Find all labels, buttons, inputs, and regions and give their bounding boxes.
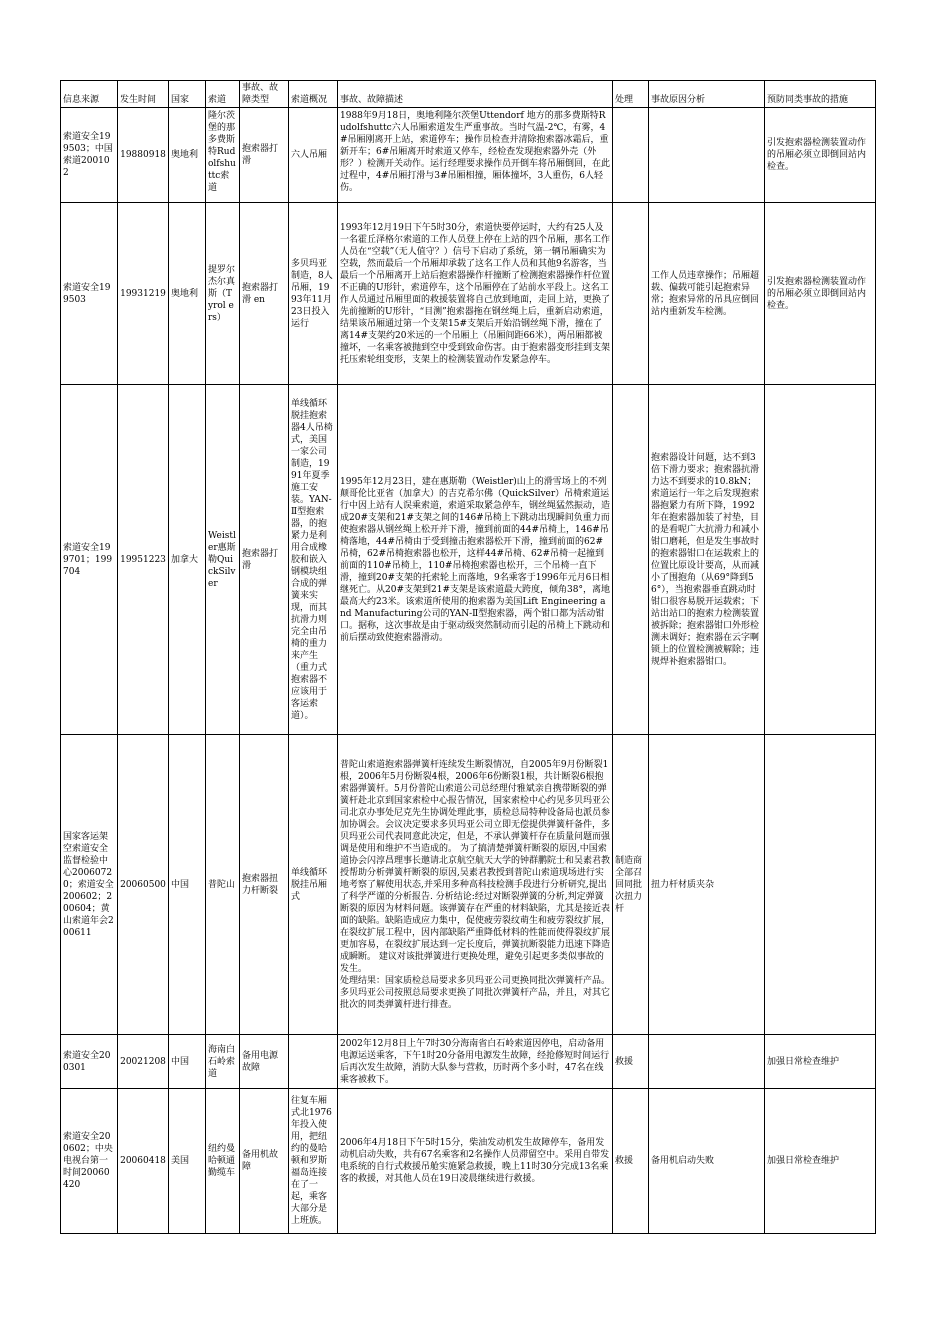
header-country: 国家 [169,81,206,108]
cell-source: 索道安全200602；中央电视台第一时间20060420 [61,1089,118,1234]
table-row [61,1035,876,1089]
header-prevention: 预防同类事故的措施 [765,81,876,108]
cell-country: 奥地利 [169,203,206,385]
cell-source: 国家客运架空索道安全监督检验中心20060720；索道安全200602；200604；黄山索道年会200611 [61,735,118,1035]
cell-handling [613,203,649,385]
cell-source: 索道安全199503；中国索道200102 [61,108,118,203]
cell-overview: 多贝玛亚制造，8人吊厢，1993年11月23日投入运行 [289,203,338,385]
cell-country: 加拿大 [169,385,206,735]
cell-source: 索道安全199701；199704 [61,385,118,735]
header-handling: 处理 [613,81,649,108]
cell-handling [613,385,649,735]
cell-type: 抱索器打滑 [240,108,289,203]
cell-ropeway: Weistler惠斯勒QuickSilver [206,385,240,735]
table-row [61,1089,876,1234]
cell-ropeway: 普陀山 [206,735,240,1035]
header-overview: 索道概况 [289,81,338,108]
cell-ropeway: 提罗尔杰尔真斯（Tyrol ers） [206,203,240,385]
cell-handling [613,108,649,203]
cell-country: 美国 [169,1089,206,1234]
cell-overview [289,1035,338,1089]
cell-ropeway [206,108,240,203]
cell-date: 19880918 [118,108,169,203]
cell-handling: 救援 [613,1089,649,1234]
cell-cause: 扭力杆材质夹杂 [649,735,765,1035]
cell-handling: 救援 [613,1035,649,1089]
header-date: 发生时间 [118,81,169,108]
cell-description: 1993年12月19日下午5时30分，索道快要停运时，大约有25人及一名霍丘泽格尔索道的工作人员登上停在上站的四个吊厢，那名工作人员在“空载”（无人值守？）信号下启动了系统，第一辆吊厢确实为空载，然而最后一个吊厢却承载了这名工作人员和其他9名游客，当最后一个吊厢离开上站后抱索器操作杆撞断了检测抱索器操作杆位置不正确的U形针，索道停车，这个吊厢停在了站前水平段上。这名工作人员通过吊厢里面的救援装置将自己放到地面，走回上站，更换了先前撞断的U形针，“目测”抱索器拖在钢丝绳上后，重新启动索道，结果该吊厢通过第一个支架15#支架后开始沿钢丝绳下滑，撞在了离14#支架约20米远的一个吊厢上（吊厢间距66米），两吊厢都被撞坏，一名乘客被抛到空中受到致命伤害。由于抱索器变形挂到支架托压索轮组变形，支架上的检测装置动作发紧急停车。 [338,203,613,385]
cell-cause [649,1035,765,1089]
header-source: 信息来源 [61,81,118,108]
table-row [61,108,876,203]
cell-prevention: 引发抱索器检测装置动作的吊厢必须立即倒回站内检查。 [765,108,876,203]
cell-overview: 单线循环脱挂抱索器4人吊椅式，美国一家公司制造，1991年夏季施工安装。YAN-Ⅱ型抱索器，的抱紧力是利用合成橡胶和嵌入钢模块组合成的弹簧来实现，而其抗滑力则完全由吊椅的重力来产生（重力式抱索器不应该用于客运索道）。 [289,385,338,735]
cell-prevention [765,735,876,1035]
cell-ropeway-text: 隆尔茨堡的那多费斯特Rudolfshuttc索道 [208,110,236,193]
cell-description-text: 1988年9月18日，奥地利隆尔茨堡Uttendorf 地方的那多费斯特Rudolfshuttc六人吊厢索道发生严重事故。当时气温-2℃，有雾，4#吊厢刚离开上站，索道停车；操作员检查并清除抱索器冰霜后，重新开车；6#吊厢离开时索道又停车，经检查发现抱索器外壳（外形？）检测开关动作。运行经理要求操作员开倒车将吊厢倒回，在此过程中，4#吊厢打滑与3#吊厢相撞，厢体撞坏，3人重伤，6人轻伤。 [340,110,610,193]
cell-cause: 备用机启动失败 [649,1089,765,1234]
cell-description: 2006年4月18日下午5时15分，柴油发动机发生故障停车，备用发动机启动失败，共有67名乘客和2名操作人员滞留空中。采用自带发电系统的自行式救援吊舱实施紧急救援，晚上11时30分完成13名乘客的救援，对其他人员在19日凌晨继续进行救援。 [338,1089,613,1234]
cell-source: 索道安全200301 [61,1035,118,1089]
accident-table [60,80,876,1234]
cell-country: 奥地利 [169,108,206,203]
table-row [61,385,876,735]
table-header-row [61,81,876,108]
cell-description: 1995年12月23日，建在惠斯勒（Weistler)山上的滑雪场上的不列颠哥伦比亚省（加拿大）的吉克希尔佛（QuickSilver）吊椅索道运行中因上站有人误乘索道，索道采取紧急停车，钢丝绳猛然振动，造成20#支架和21#支架之间的146#吊椅上下跳动出现瞬间负重力而使抱索器从钢丝绳上松开并下滑，撞到前面的44#吊椅上，146#吊椅落地，44#吊椅由于受到撞击抱索器松开下滑，撞到前面的62#吊椅，62#吊椅抱索器也松开，这样44#吊椅、62#吊椅一起撞到前面的110#吊椅上，110#吊椅抱索器也松开，三个吊椅一直下滑，撞到20#支架的托索轮上而落地，9名乘客于1996年元月6日相继死亡。从20#支架到21#支架是该索道最大跨度，倾角38°，离地最高大约23米。该索道所使用的抱索器为美国Lift Engineering and Manufacturing公司的YAN-Ⅱ型抱索器，两个钳口都为活动钳口。据称，这次事故是由于驱动级突然制动而引起的吊椅上下跳动和前后摆动致使抱索器滑动。 [338,385,613,735]
cell-type: 抱索器扭力杆断裂 [240,735,289,1035]
cell-date: 20060500 [118,735,169,1035]
cell-country: 中国 [169,1035,206,1089]
cell-cause: 工作人员违章操作；吊厢超载、偏载可能引起抱索异常；抱索异常的吊具应倒回站内重新发车检测。 [649,203,765,385]
table-row [61,735,876,1035]
cell-date: 20060418 [118,1089,169,1234]
cell-prevention: 加强日常检查维护 [765,1035,876,1089]
header-cause: 事故原因分析 [649,81,765,108]
cell-handling: 制造商全部召回同批次扭力杆 [613,735,649,1035]
cell-overview: 六人吊厢 [289,108,338,203]
cell-type: 备用机故障 [240,1089,289,1234]
cell-cause [649,108,765,203]
cell-date: 20021208 [118,1035,169,1089]
cell-overview: 单线循环脱挂吊厢式 [289,735,338,1035]
header-description: 事故、故障描述 [338,81,613,108]
cell-country: 中国 [169,735,206,1035]
header-ropeway: 索道 [206,81,240,108]
cell-description [338,108,613,203]
cell-cause: 抱索器设计问题，达不到3倍下滑力要求；抱索器抗滑力达不到要求的10.8kN；索道运行一年之后发现抱索器抱紧力有所下降，1992年在抱索器加装了衬垫，目的是看呢广大抗滑力和减小钳口磨耗，但是发生事故时的抱索器钳口在运载索上的位置比原设计要高，从而减小了围抱角（从69°降到56°），当抱索器垂直跳动时钳口很容易脱开运载索；下站出站口的抱索力检测装置被拆除；抱索器钳口外形检测未调好；抱索器在云字啊锁上的位置检测被解除；违规焊补抱索器钳口。 [649,385,765,735]
cell-prevention [765,385,876,735]
cell-source: 索道安全199503 [61,203,118,385]
cell-type: 抱索器打滑 [240,385,289,735]
cell-date: 19931219 [118,203,169,385]
cell-ropeway: 纽约曼哈顿通勤缆车 [206,1089,240,1234]
cell-type: 备用电源故障 [240,1035,289,1089]
header-type: 事故、故障类型 [240,81,289,108]
cell-overview: 往复车厢式北1976年投入使用，把纽约的曼哈顿和罗斯福岛连接在了一起，乘客大部分是上班族。 [289,1089,338,1234]
cell-ropeway: 海南白石岭索道 [206,1035,240,1089]
cell-type: 抱索器打滑 en [240,203,289,385]
table-row [61,203,876,385]
cell-date: 19951223 [118,385,169,735]
cell-description: 普陀山索道抱索器弹簧杆连续发生断裂情况，自2005年9月份断裂1根，2006年5月份断裂4根，2006年6份断裂1根，共计断裂6根抱索器弹簧杆。5月份普陀山索道公司总经理付雅斌亲自携带断裂的弹簧杆赴北京到国家索检中心报告情况，国家索检中心约见多贝玛亚公司北京办事处尼克先生协调处理此事，质检总局特种设备局也派员参加协调会。会议决定要求多贝玛亚公司立即无偿提供弹簧杆备件，多贝玛亚公司代表同意此决定，但是，不承认弹簧杆存在质量问题而强调是使用和维护不当造成的。 为了搞清楚弹簧杆断裂的原因,中国索道协会闪淳昌理事长邀请北京航空航天大学的钟群鹏院士和吴素君教授帮助分析弹簧杆断裂的原因,吴素君教授到普陀山索道现场进行实地考察了解使用状态,并采用多种高科技检测手段进行分析研究,提出了科学严谨的分析报告. 分析结论:经过对断裂弹簧的分析,判定弹簧断裂的原因为材料问题。该弹簧存在严重的材料缺陷，尤其是接近表面的缺陷。缺陷造成应力集中，促使疲劳裂纹萌生和疲劳裂纹扩展，在裂纹扩展工程中，因内部缺陷严重降低材料的性能而使得裂纹扩展更加容易，在裂纹扩展达到一定长度后，弹簧抗断裂能力迅速下降造成瞬断。 建议对该批弹簧进行更换处理，避免引起更多类似事故的发生。 处理结果：国家质检总局要求多贝玛亚公司更换同批次弹簧杆产品。 多贝玛亚公司按照总局要求更换了同批次弹簧杆产品，并且，对其它批次的同类弹簧杆进行排查。 [338,735,613,1035]
cell-prevention: 加强日常检查维护 [765,1089,876,1234]
cell-prevention: 引发抱索器检测装置动作的吊厢必须立即倒回站内检查。 [765,203,876,385]
cell-description: 2002年12月8日上午7时30分海南省白石岭索道因停电，启动备用电源运送乘客，下午1时20分备用电源发生故障，经抢修短时间运行后再次发生故障，消防大队参与营救，历时两个多小时，47名在线乘客被救下。 [338,1035,613,1089]
